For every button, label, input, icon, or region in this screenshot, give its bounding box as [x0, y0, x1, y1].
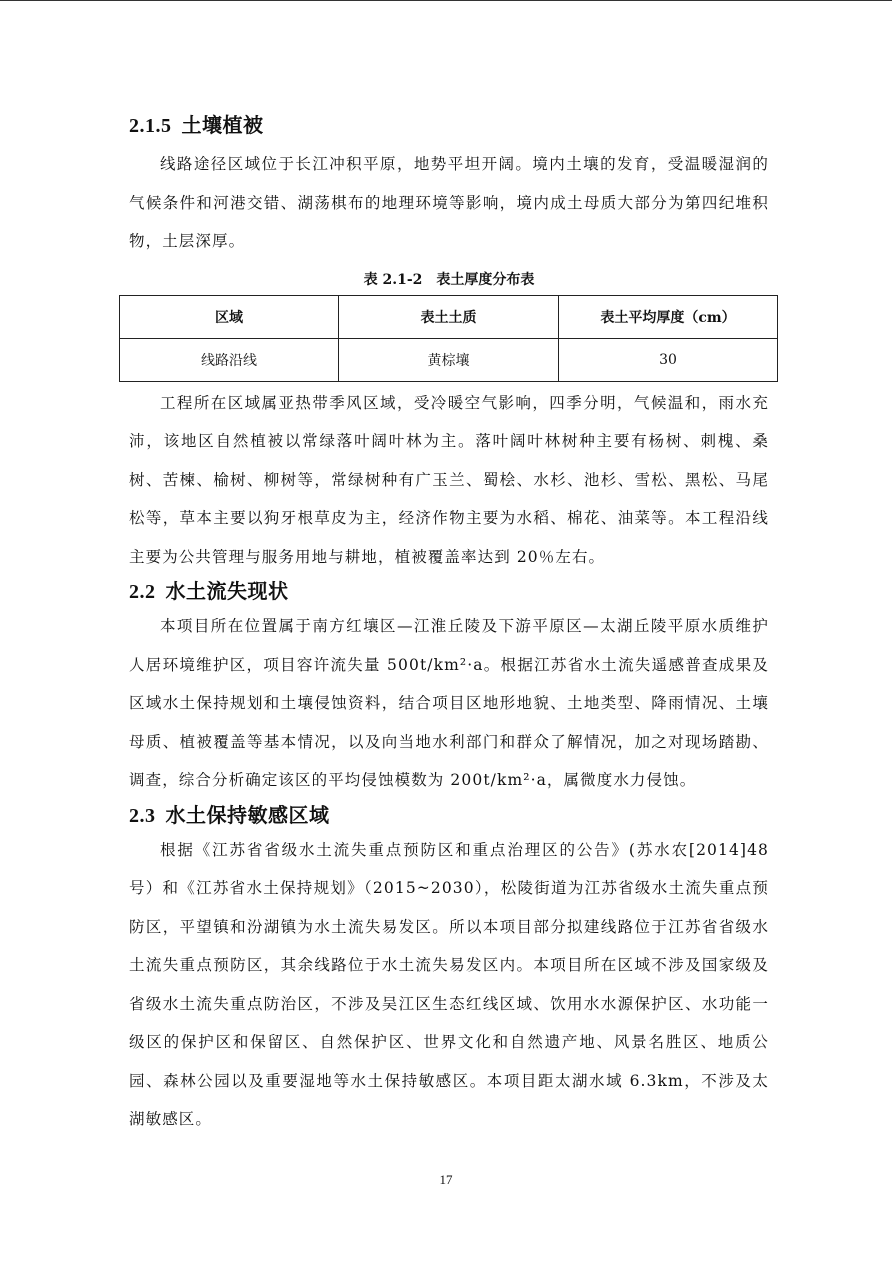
paragraph-sensitive-areas: 根据《江苏省省级水土流失重点预防区和重点治理区的公告》(苏水农[2014]48号）和《江苏省水土保持规划》（2015~2030），松陵街道为江苏省级水土流失重点预防区，平望镇和汾湖镇为水土流失易发区。所以本项目部分拟建线路位于江苏省省级水土流失重点预防区，其余线路位于水土流失易发区内。本项目所在区域不涉及国家级及省级水土流失重点防治区，不涉及吴江区生态红线区域、饮用水水源保护区、水功能一级区的保护区和保留区、自然保护区、世界文化和自然遗产地、风景名胜区、地质公园、森林公园以及重要湿地等水土保持敏感区。本项目距太湖水域 6.3km，不涉及太湖敏感区。: [129, 840, 769, 1128]
table-caption: [129, 271, 769, 289]
section-title: 水土保持敏感区域: [165, 802, 330, 827]
paragraph-soil-overview: 线路途径区域位于长江冲积平原，地势平坦开阔。境内土壤的发育，受温暖湿润的气候条件和河港交错、湖荡棋布的地理环境等影响，境内成土母质大部分为第四纪堆积物，土层深厚。: [129, 155, 769, 250]
section-number: 2.3: [129, 804, 156, 827]
table-row: [120, 338, 778, 381]
table-header-cell: 区域: [120, 295, 339, 338]
table-header-cell: 表土平均厚度（cm）: [559, 295, 778, 338]
section-title: 水土流失现状: [165, 579, 289, 603]
topsoil-thickness-table: [119, 295, 778, 382]
paragraph-vegetation: 工程所在区域属亚热带季风区域，受冷暖空气影响，四季分明，气候温和，雨水充沛，该地区自然植被以常绿落叶阔叶林为主。落叶阔叶林树种主要有杨树、刺槐、桑树、苦楝、榆树、柳树等，常绿树种有广玉兰、蜀桧、水杉、池杉、雪松、黑松、马尾松等，草本主要以狗牙根草皮为主，经济作物主要为水稻、棉花、油菜等。本工程沿线主要为公共管理与服务用地与耕地，植被覆盖率达到 20％左右。: [129, 393, 769, 566]
section-heading-2-2: [129, 576, 769, 607]
section-heading-2-1-5: [129, 110, 769, 141]
table-header-row: [120, 295, 778, 338]
table-header-cell: 表土土质: [339, 295, 559, 338]
top-border-line: [0, 0, 892, 1]
page-number: 17: [439, 1172, 453, 1187]
table-cell: 线路沿线: [120, 338, 339, 381]
table-caption-number: 表 2.1-2: [363, 271, 423, 288]
table-caption-title: 表土厚度分布表: [436, 271, 535, 288]
section-title: 土壤植被: [181, 113, 264, 137]
section-heading-2-3: [129, 800, 769, 831]
section-number: 2.2: [129, 581, 156, 603]
table-cell: 30: [559, 338, 778, 381]
document-body: [129, 110, 769, 1139]
table-cell: 黄棕壤: [339, 338, 559, 381]
paragraph-soil-erosion-status: 本项目所在位置属于南方红壤区—江淮丘陵及下游平原区—太湖丘陵平原水质维护人居环境维护区，项目容许流失量 500t/km²·a。根据江苏省水土流失遥感普查成果及区域水土保持规划和土壤侵蚀资料，结合项目区地形地貌、土地类型、降雨情况、土壤母质、植被覆盖等基本情况，以及向当地水利部门和群众了解情况，加之对现场踏勘、调查，综合分析确定该区的平均侵蚀模数为 200t/km²·a，属微度水力侵蚀。: [129, 617, 769, 789]
section-number: 2.1.5: [129, 115, 172, 137]
